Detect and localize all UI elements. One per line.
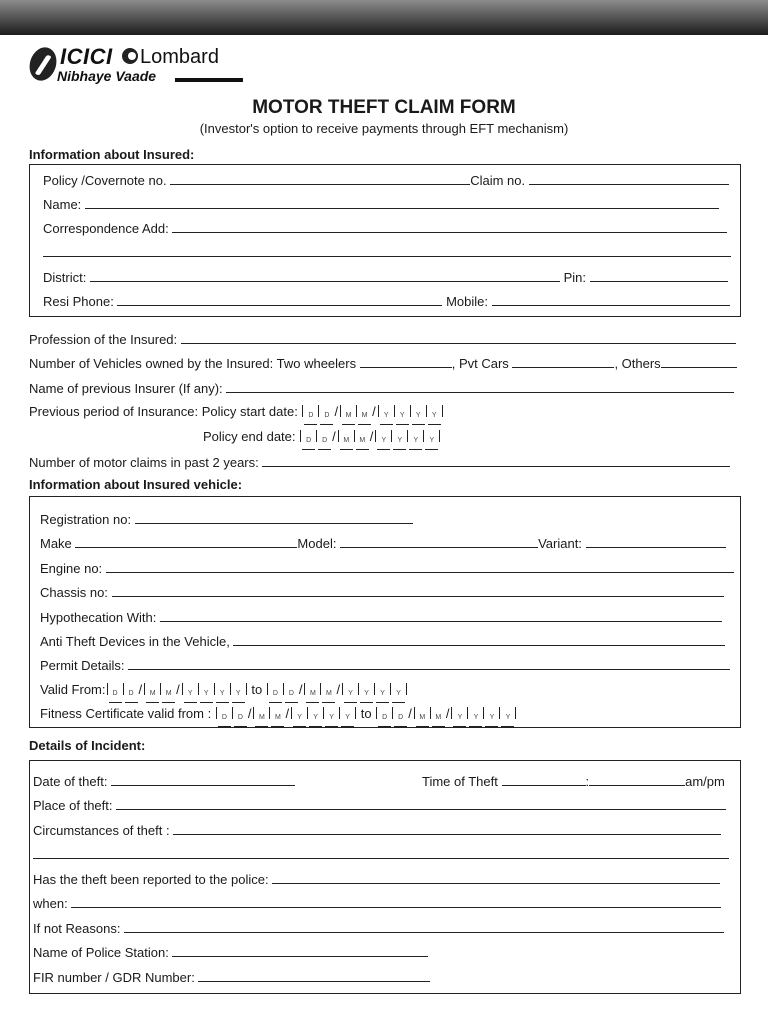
date-divider <box>439 430 440 442</box>
date-divider <box>467 707 468 719</box>
fir-field[interactable] <box>198 969 430 982</box>
district-row <box>43 269 728 286</box>
month-digit-slot[interactable]: M <box>356 437 369 450</box>
date-divider <box>483 707 484 719</box>
date-of-theft-row <box>33 773 295 790</box>
logo-partner: Lombard <box>140 46 219 68</box>
date-divider <box>451 707 452 719</box>
date-divider <box>390 683 391 695</box>
date-divider <box>160 683 161 695</box>
two-wheelers-field[interactable] <box>360 355 452 368</box>
year-digit-slot[interactable]: Y <box>344 690 357 703</box>
date-divider <box>423 430 424 442</box>
day-digit-slot[interactable]: D <box>285 690 298 703</box>
fir-label: FIR number / GDR Number: <box>33 970 195 985</box>
valid-to-label: to <box>251 682 263 697</box>
date-slash: / <box>332 429 336 444</box>
address-row <box>43 220 727 237</box>
reported-label: Has the theft been reported to the police: <box>33 872 269 887</box>
reasons-label: If not Reasons: <box>33 921 121 936</box>
date-divider <box>356 405 357 417</box>
time-of-theft-row <box>422 773 725 790</box>
make-label: Make <box>40 536 72 551</box>
claim-number-field[interactable] <box>529 172 729 185</box>
hypothecation-row <box>40 609 722 626</box>
pvt-cars-label: , Pvt Cars <box>451 356 509 371</box>
date-divider <box>144 683 145 695</box>
date-slash: / <box>445 706 450 721</box>
year-digit-slot[interactable]: Y <box>380 412 393 425</box>
month-digit-slot[interactable]: M <box>306 690 319 703</box>
chassis-row <box>40 584 724 601</box>
month-digit-slot[interactable]: M <box>322 690 335 703</box>
date-divider <box>214 683 215 695</box>
month-digit-slot[interactable]: M <box>432 714 445 727</box>
policy-end-row <box>203 429 441 450</box>
pin-label: Pin: <box>563 270 586 285</box>
address-label: Correspondence Add: <box>43 221 169 236</box>
year-digit-slot[interactable]: Y <box>409 437 422 450</box>
year-digit-slot[interactable]: Y <box>184 690 197 703</box>
date-divider <box>430 707 431 719</box>
date-divider <box>374 683 375 695</box>
pin-field[interactable] <box>590 269 728 282</box>
date-divider <box>198 683 199 695</box>
day-digit-slot[interactable]: D <box>304 412 317 425</box>
address-row-2 <box>43 244 731 261</box>
chassis-label: Chassis no: <box>40 585 108 600</box>
date-divider <box>307 707 308 719</box>
hypothecation-label: Hypothecation With: <box>40 610 157 625</box>
date-divider <box>123 683 124 695</box>
claims-row <box>29 454 730 471</box>
date-divider <box>410 405 411 417</box>
registration-row <box>40 511 413 528</box>
day-digit-slot[interactable]: D <box>218 714 231 727</box>
vehicles-owned-label: Number of Vehicles owned by the Insured: Two wheelers <box>29 356 357 371</box>
valid-from-label: Valid From: <box>40 682 106 697</box>
name-field[interactable] <box>85 196 719 209</box>
date-divider <box>339 707 340 719</box>
year-digit-slot[interactable]: Y <box>453 714 466 727</box>
date-divider <box>304 683 305 695</box>
policy-number-field[interactable] <box>170 172 470 185</box>
permit-label: Permit Details: <box>40 658 125 673</box>
others-label: , Others <box>614 356 661 371</box>
policy-label: Policy /Covernote no. <box>43 173 167 188</box>
date-divider <box>407 430 408 442</box>
date-divider <box>291 707 292 719</box>
date-slash: / <box>336 682 341 697</box>
date-divider <box>515 707 516 719</box>
model-field[interactable] <box>340 535 538 548</box>
date-slash: / <box>334 404 339 419</box>
icici-i-icon <box>25 44 60 84</box>
month-digit-slot[interactable]: M <box>342 412 355 425</box>
logo-brand: ICICI <box>60 44 113 69</box>
year-digit-slot[interactable]: Y <box>393 437 406 450</box>
when-row <box>33 895 721 912</box>
policy-row <box>43 172 729 189</box>
vehicles-owned-row <box>29 355 737 372</box>
address-field[interactable] <box>172 220 727 233</box>
date-slash: / <box>285 706 290 721</box>
month-digit-slot[interactable]: M <box>255 714 268 727</box>
date-slash: / <box>247 706 252 721</box>
month-digit-slot[interactable]: M <box>271 714 284 727</box>
district-field[interactable] <box>90 269 560 282</box>
date-of-theft-field[interactable] <box>111 773 295 786</box>
date-divider <box>342 683 343 695</box>
year-digit-slot[interactable]: Y <box>360 690 373 703</box>
profession-field[interactable] <box>181 331 736 344</box>
when-field[interactable] <box>71 895 721 908</box>
day-digit-slot[interactable]: D <box>234 714 247 727</box>
variant-field[interactable] <box>586 535 726 548</box>
date-divider <box>253 707 254 719</box>
make-model-row <box>40 535 726 552</box>
year-digit-slot[interactable]: Y <box>428 412 441 425</box>
fitness-from-date-field[interactable] <box>215 706 357 727</box>
date-divider <box>302 405 303 417</box>
date-divider <box>355 707 356 719</box>
date-divider <box>230 683 231 695</box>
name-row <box>43 196 719 213</box>
tagline-underline <box>175 78 243 82</box>
date-of-theft-label: Date of theft: <box>33 774 108 789</box>
month-digit-slot[interactable]: M <box>146 690 159 703</box>
permit-row <box>40 657 730 674</box>
registration-field[interactable] <box>135 511 413 524</box>
day-digit-slot[interactable]: D <box>125 690 138 703</box>
date-slash: / <box>408 706 412 721</box>
date-divider <box>216 707 217 719</box>
day-digit-slot[interactable]: D <box>394 714 407 727</box>
date-divider <box>246 683 247 695</box>
time-of-theft-label: Time of Theft <box>422 774 498 789</box>
place-of-theft-field[interactable] <box>116 797 726 810</box>
variant-label: Variant: <box>538 536 582 551</box>
model-label: Model: <box>297 536 337 551</box>
date-divider <box>426 405 427 417</box>
claims-count-field[interactable] <box>262 454 730 467</box>
day-digit-slot[interactable]: D <box>320 412 333 425</box>
hypothecation-field[interactable] <box>160 609 722 622</box>
ampm-label: am/pm <box>685 774 725 789</box>
date-divider <box>499 707 500 719</box>
time-separator: : <box>585 774 590 789</box>
date-divider <box>107 683 108 695</box>
date-divider <box>392 707 393 719</box>
permit-field[interactable] <box>128 657 730 670</box>
date-slash: / <box>372 404 376 419</box>
year-digit-slot[interactable]: Y <box>396 412 409 425</box>
year-digit-slot[interactable]: Y <box>501 714 514 727</box>
day-digit-slot[interactable]: D <box>302 437 315 450</box>
policy-start-label: Previous period of Insurance: Policy start date: <box>29 404 298 419</box>
year-digit-slot[interactable]: Y <box>341 714 354 727</box>
month-digit-slot[interactable]: M <box>416 714 429 727</box>
date-divider <box>414 707 415 719</box>
year-digit-slot[interactable]: Y <box>469 714 482 727</box>
fitness-to-label: to <box>360 706 372 721</box>
incident-section-heading: Details of Incident: <box>29 738 146 753</box>
policy-end-label: Policy end date: <box>203 429 296 444</box>
date-slash: / <box>138 682 143 697</box>
date-divider <box>320 683 321 695</box>
day-digit-slot[interactable]: D <box>109 690 122 703</box>
year-digit-slot[interactable]: Y <box>412 412 425 425</box>
engine-row <box>40 560 734 577</box>
place-of-theft-row <box>33 797 726 814</box>
month-digit-slot[interactable]: M <box>162 690 175 703</box>
circumstances-field-line-2[interactable] <box>33 846 729 859</box>
policy-end-date-field[interactable] <box>299 429 441 450</box>
year-digit-slot[interactable]: Y <box>425 437 438 450</box>
date-divider <box>338 430 339 442</box>
mobile-field[interactable] <box>492 293 730 306</box>
year-digit-slot[interactable]: Y <box>232 690 245 703</box>
engine-field[interactable] <box>106 560 734 573</box>
day-digit-slot[interactable]: D <box>318 437 331 450</box>
date-divider <box>316 430 317 442</box>
phone-row <box>43 293 730 310</box>
date-divider <box>182 683 183 695</box>
fitness-label: Fitness Certificate valid from : <box>40 706 212 721</box>
year-digit-slot[interactable]: Y <box>216 690 229 703</box>
fitness-row <box>40 706 517 727</box>
resi-phone-field[interactable] <box>117 293 442 306</box>
circumstances-row-2 <box>33 846 729 863</box>
reasons-field[interactable] <box>124 920 724 933</box>
police-station-field[interactable] <box>172 944 428 957</box>
engine-label: Engine no: <box>40 561 103 576</box>
anti-theft-field[interactable] <box>233 633 725 646</box>
date-divider <box>354 430 355 442</box>
others-field[interactable] <box>661 355 737 368</box>
fir-row <box>33 969 430 986</box>
claims-label: Number of motor claims in past 2 years: <box>29 455 259 470</box>
reported-row <box>33 871 720 888</box>
date-divider <box>378 405 379 417</box>
chassis-field[interactable] <box>112 584 724 597</box>
year-digit-slot[interactable]: Y <box>293 714 306 727</box>
reported-field[interactable] <box>272 871 720 884</box>
profession-label: Profession of the Insured: <box>29 332 178 347</box>
year-digit-slot[interactable]: Y <box>376 690 389 703</box>
date-divider <box>323 707 324 719</box>
anti-theft-label: Anti Theft Devices in the Vehicle, <box>40 634 230 649</box>
permit-valid-from-date-field[interactable] <box>106 682 248 703</box>
day-digit-slot[interactable]: D <box>378 714 391 727</box>
year-digit-slot[interactable]: Y <box>200 690 213 703</box>
permit-valid-to-date-field[interactable] <box>266 682 408 703</box>
date-divider <box>300 430 301 442</box>
when-label: when: <box>33 896 68 911</box>
resi-phone-label: Resi Phone: <box>43 294 114 309</box>
year-digit-slot[interactable]: Y <box>325 714 338 727</box>
date-divider <box>232 707 233 719</box>
place-of-theft-label: Place of theft: <box>33 798 113 813</box>
insured-section-heading: Information about Insured: <box>29 147 195 162</box>
previous-insurer-label: Name of previous Insurer (If any): <box>29 381 223 396</box>
circumstances-field[interactable] <box>173 822 721 835</box>
fitness-to-date-field[interactable] <box>375 706 517 727</box>
date-slash: / <box>369 429 374 444</box>
claim-label: Claim no. <box>470 173 526 188</box>
date-divider <box>394 405 395 417</box>
year-digit-slot[interactable]: Y <box>309 714 322 727</box>
year-digit-slot[interactable]: Y <box>377 437 390 450</box>
top-banner <box>0 0 768 35</box>
anti-theft-row <box>40 633 725 650</box>
registration-label: Registration no: <box>40 512 132 527</box>
date-divider <box>267 683 268 695</box>
date-divider <box>376 707 377 719</box>
mobile-label: Mobile: <box>446 294 488 309</box>
date-divider <box>375 430 376 442</box>
police-station-label: Name of Police Station: <box>33 945 169 960</box>
reasons-row <box>33 920 724 937</box>
pvt-cars-field[interactable] <box>512 355 614 368</box>
profession-row <box>29 331 736 348</box>
lombard-c-icon <box>122 48 138 64</box>
form-subtitle: (Investor's option to receive payments through EFT mechanism) <box>199 121 569 136</box>
circumstances-row <box>33 822 721 839</box>
month-digit-slot[interactable]: M <box>358 412 371 425</box>
valid-from-row <box>40 682 408 703</box>
policy-start-row <box>29 404 444 425</box>
date-divider <box>391 430 392 442</box>
make-field[interactable] <box>75 535 297 548</box>
address-field-line-2[interactable] <box>43 244 731 257</box>
date-divider <box>318 405 319 417</box>
day-digit-slot[interactable]: D <box>269 690 282 703</box>
date-divider <box>340 405 341 417</box>
date-slash: / <box>298 682 303 697</box>
district-label: District: <box>43 270 87 285</box>
name-label: Name: <box>43 197 82 212</box>
form-title: MOTOR THEFT CLAIM FORM <box>252 97 516 118</box>
policy-start-date-field[interactable] <box>301 404 443 425</box>
date-divider <box>283 683 284 695</box>
icici-lombard-logo <box>30 44 245 86</box>
year-digit-slot[interactable]: Y <box>392 690 405 703</box>
previous-insurer-field[interactable] <box>226 380 734 393</box>
circumstances-label: Circumstances of theft : <box>33 823 170 838</box>
date-divider <box>358 683 359 695</box>
month-digit-slot[interactable]: M <box>340 437 353 450</box>
year-digit-slot[interactable]: Y <box>485 714 498 727</box>
logo-tagline: Nibhaye Vaade <box>57 68 157 84</box>
date-slash: / <box>176 682 180 697</box>
previous-insurer-row <box>29 380 734 397</box>
date-divider <box>269 707 270 719</box>
date-divider <box>406 683 407 695</box>
police-station-row <box>33 944 428 961</box>
vehicle-section-heading: Information about Insured vehicle: <box>29 477 243 492</box>
date-divider <box>442 405 443 417</box>
theft-minute-field[interactable] <box>589 773 685 786</box>
theft-hour-field[interactable] <box>502 773 586 786</box>
